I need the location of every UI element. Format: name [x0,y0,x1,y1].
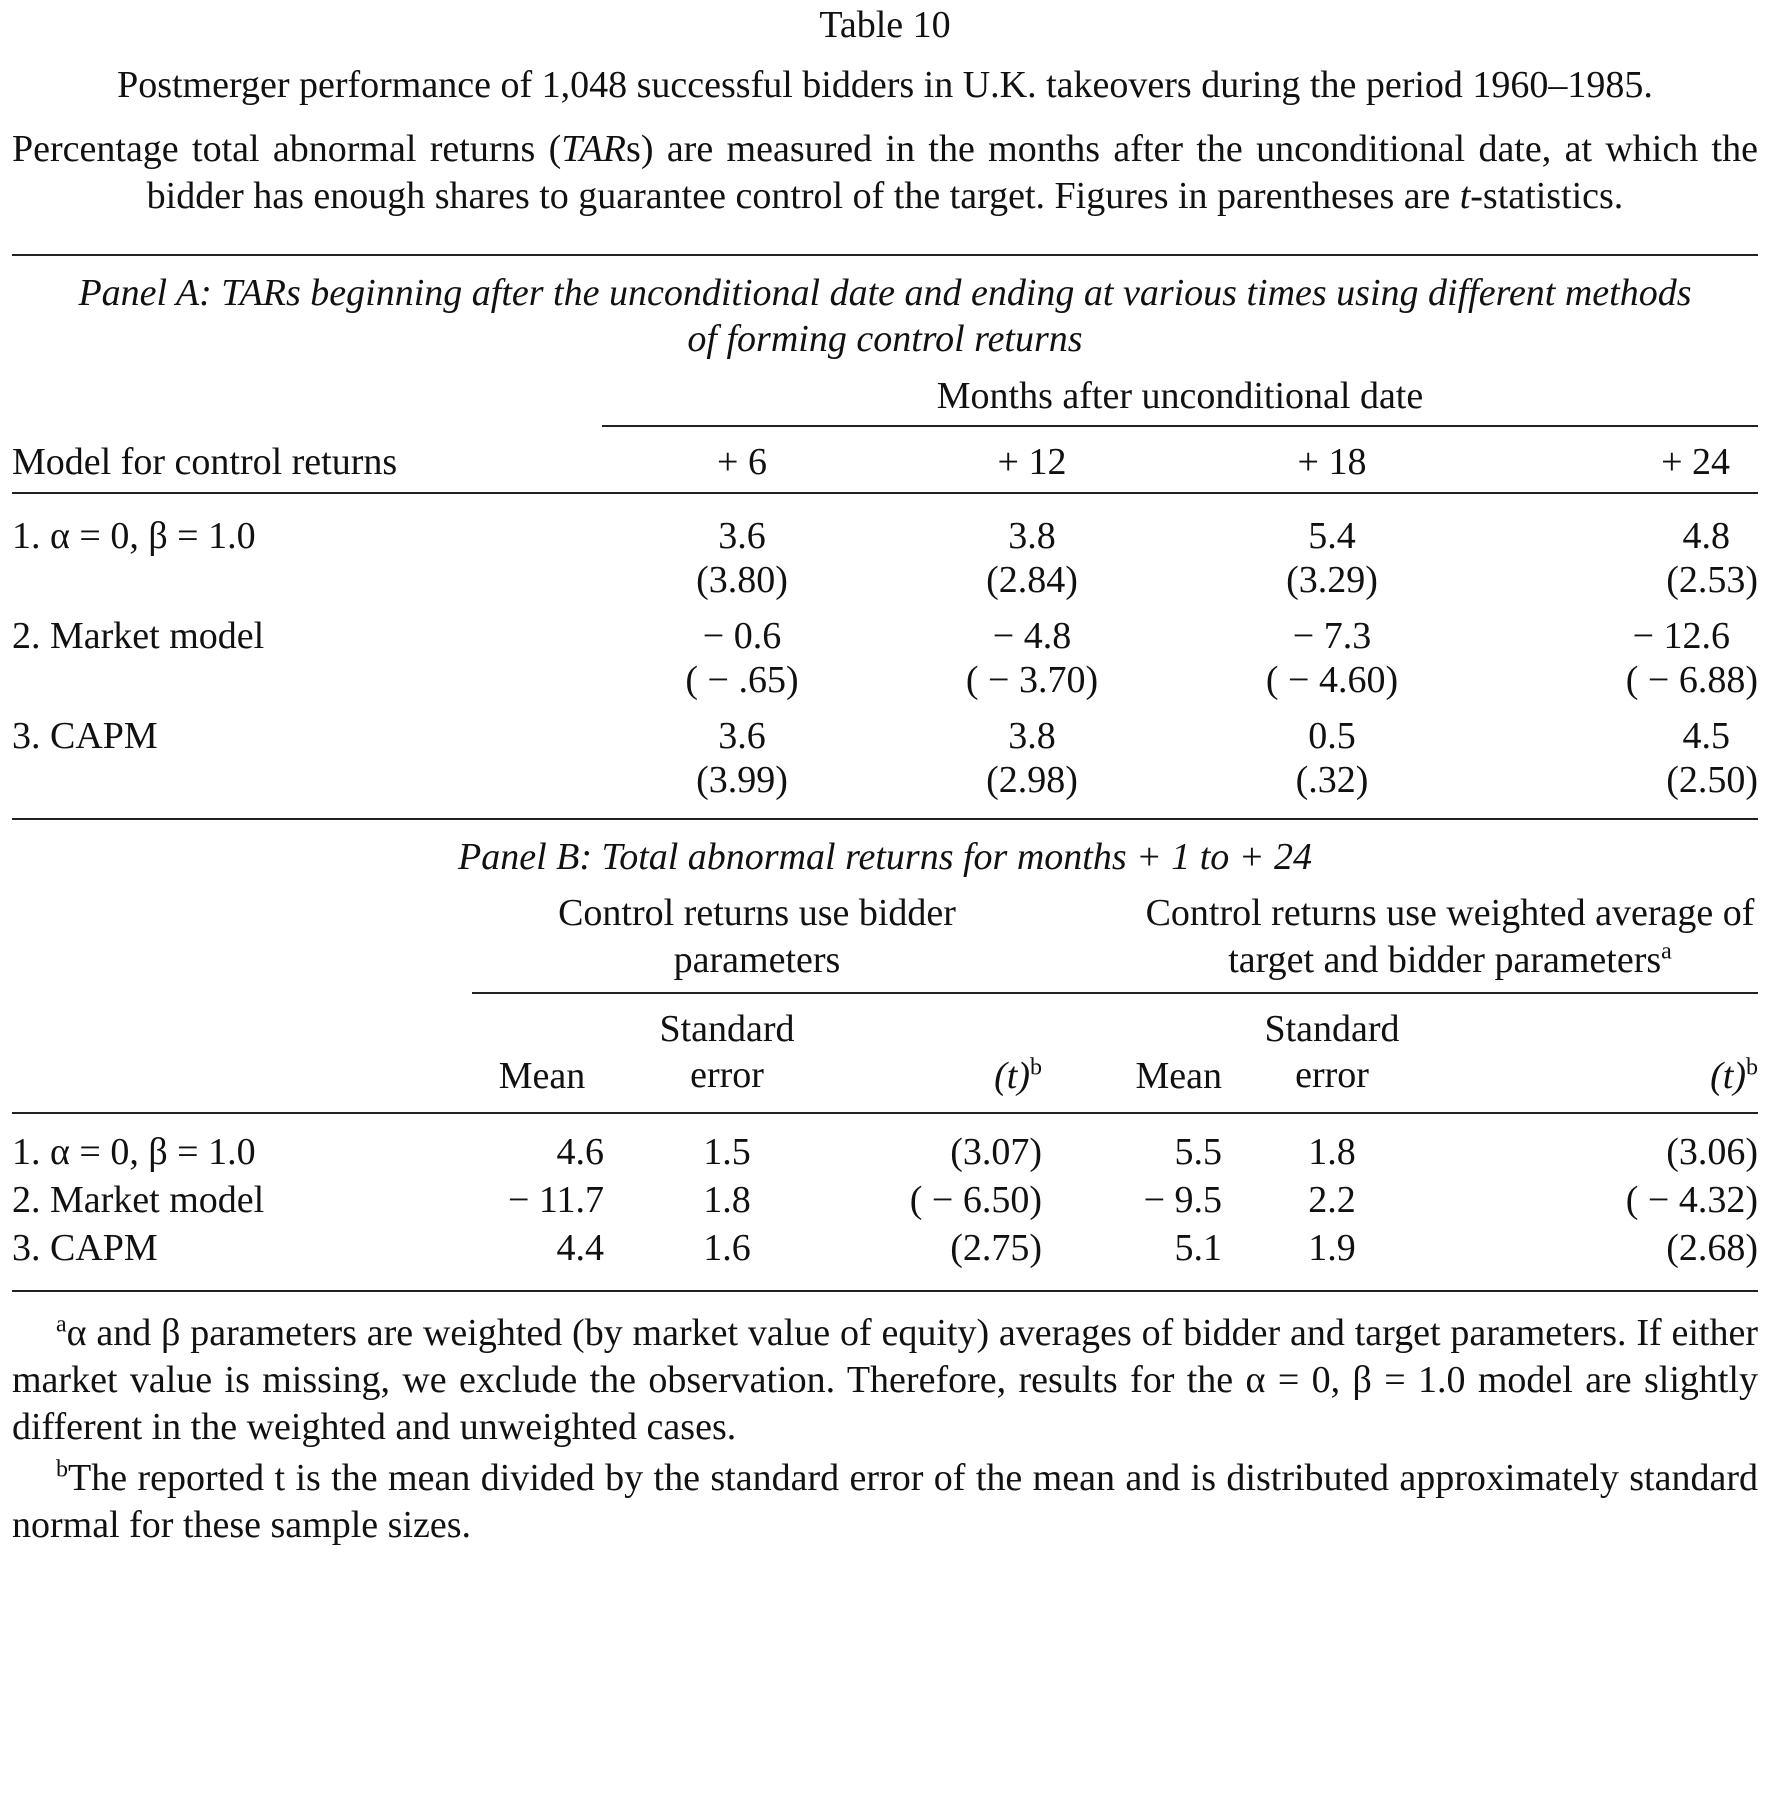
table-page [12,0,1758,1549]
panel-b-group-weighted: Control returns use weighted average of target and bidder parameters$^a$ [1145,892,1755,981]
panel-b-col-mean-1: Mean [472,993,612,1112]
footnote-b: $^b$The reported t is the mean divided by the standard error of the mean and is distributed approximately standard normal for these sample sizes. [12,1456,1758,1546]
table-number: Table 10 [819,4,951,46]
bottom-rule [12,1290,1758,1292]
top-rule [12,254,1758,256]
footnote-a: $^a$α and β parameters are weighted (by market value of equity) averages of bidder and target parameters. If either market value is missing, we exclude the observation. Therefore, results for the α = 0, β = 1.0 model are slightly different in the weighted and unweighted cases. [12,1311,1758,1448]
panel-b-group-bidder: Control returns use bidder parameters [558,892,956,981]
panel-b-col-se-1: Standard error [612,993,842,1112]
panel-a-row-2: 2. Market model − 0.6 − 4.8 − 7.3 − 12.6 [12,615,1730,657]
panel-a-row-2-tstats: ( − .65) ( − 3.70) ( − 4.60) ( − 6.88) [685,659,1758,701]
panel-a-row-3: 3. CAPM 3.6 3.8 0.5 4.5 [12,715,1730,757]
panel-b-col-mean-2: Mean [1082,993,1222,1112]
panel-a-row-1-tstats: (3.80) (2.84) (3.29) (2.53) [696,559,1758,601]
panel-a-col-18: + 18 [1152,426,1452,492]
panel-b-col-t-1: $(t)^b$ [842,993,1082,1112]
panel-b-col-se-2: Standard error [1222,993,1442,1112]
panel-b-title: Panel B: Total abnormal returns for months + 1 to + 24 [458,836,1312,878]
panel-b-row-1: 1. α = 0, β = 1.0 4.6 1.5 (3.07) 5.5 1.8 (3.06) [12,1131,1758,1173]
panel-b-col-t-2: $(t)^b$ [1442,993,1758,1112]
panel-divider-rule [12,818,1758,820]
panel-a-table [12,374,1758,818]
panel-a-row-1: 1. α = 0, β = 1.0 3.6 3.8 5.4 4.8 [12,515,1730,557]
panel-a-col-24: + 24 [1452,426,1758,492]
panel-b-row-2: 2. Market model − 11.7 1.8 ( − 6.50) − 9.5 2.2 ( − 4.32) [12,1179,1758,1221]
panel-b-row-3: 3. CAPM 4.4 1.6 (2.75) 5.1 1.9 (2.68) [12,1227,1758,1269]
panel-a-group-header: Months after unconditional date [936,375,1424,417]
panel-a-col-6: + 6 [602,426,852,492]
panel-a-col-12: + 12 [852,426,1152,492]
panel-a-row-header: Model for control returns [12,441,398,483]
panel-a-title: Panel A: TARs beginning after the unconditional date and ending at various times using different methods of forming control returns [78,272,1692,360]
table-caption: Postmerger performance of 1,048 successful bidders in U.K. takeovers during the period 1960–1985. [117,64,1653,106]
table-description: Percentage total abnormal returns (TARs) are measured in the months after the unconditional date, at which the bidder has enough shares to guarantee control of the target. Figures in parentheses are t-statistics. [12,128,1758,217]
panel-b-table [12,890,1758,1290]
panel-a-row-3-tstats: (3.99) (2.98) (.32) (2.50) [696,759,1758,801]
